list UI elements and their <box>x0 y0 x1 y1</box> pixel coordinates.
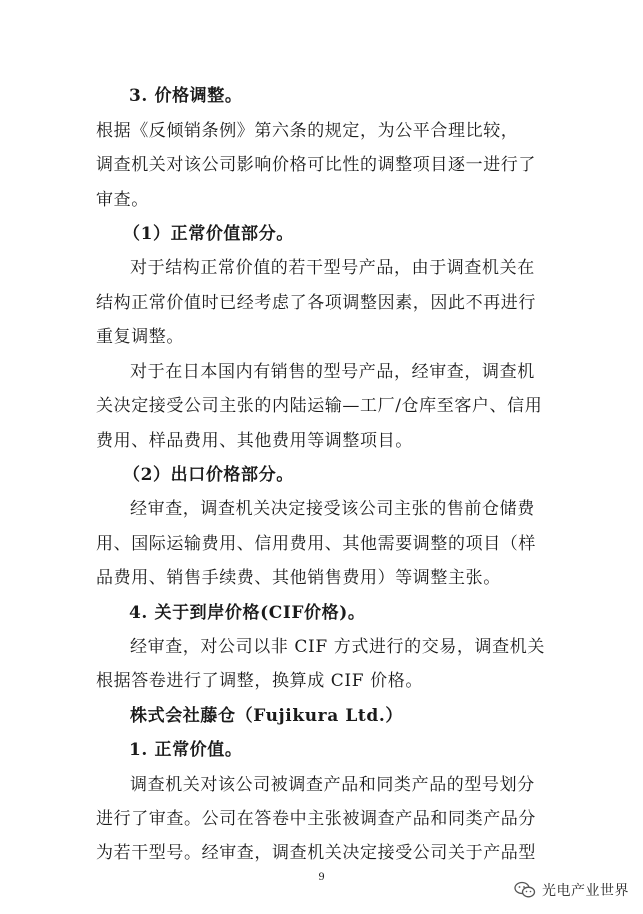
watermark-text: 光电产业世界 <box>542 883 629 899</box>
section-heading: 株式会社藤仓（Fujikura Ltd.） <box>130 706 403 726</box>
paragraph-line: 根据《反倾销条例》第六条的规定，为公平合理比较， <box>96 121 519 141</box>
section-heading: （1）正常价值部分。 <box>123 224 294 244</box>
paragraph-line: 费用、样品费用、其他费用等调整项目。 <box>96 431 413 451</box>
paragraph-line: 重复调整。 <box>96 327 184 347</box>
section-heading: 3. 价格调整。 <box>129 86 243 106</box>
paragraph-line: 调查机关对该公司被调查产品和同类产品的型号划分 <box>130 775 535 795</box>
paragraph-line: 关决定接受公司主张的内陆运输—工厂/仓库至客户、信用 <box>96 396 543 416</box>
watermark <box>514 880 629 900</box>
paragraph-line: 经审查，对公司以非 CIF 方式进行的交易，调查机关 <box>130 637 545 657</box>
paragraph-line: 调查机关对该公司影响价格可比性的调整项目逐一进行了 <box>96 155 536 175</box>
paragraph-line: 对于结构正常价值的若干型号产品，由于调查机关在 <box>130 258 535 278</box>
section-heading: （2）出口价格部分。 <box>123 465 294 485</box>
paragraph-line: 结构正常价值时已经考虑了各项调整因素，因此不再进行 <box>96 293 536 313</box>
section-heading: 1. 正常价值。 <box>129 740 243 760</box>
paragraph-line: 对于在日本国内有销售的型号产品，经审查，调查机 <box>130 362 535 382</box>
page-number: 9 <box>318 872 325 883</box>
paragraph-line: 为若干型号。经审查，调查机关决定接受公司关于产品型 <box>96 843 536 863</box>
paragraph-line: 经审查，调查机关决定接受该公司主张的售前仓储费 <box>130 499 535 519</box>
paragraph-line: 审查。 <box>96 190 149 210</box>
paragraph-line: 进行了审查。公司在答卷中主张被调查产品和同类产品分 <box>96 809 536 829</box>
paragraph-line: 品费用、销售手续费、其他销售费用）等调整主张。 <box>96 568 501 588</box>
section-heading: 4. 关于到岸价格(CIF价格)。 <box>129 603 366 623</box>
paragraph-line: 根据答卷进行了调整，换算成 CIF 价格。 <box>96 671 423 691</box>
wechat-icon <box>514 881 536 899</box>
paragraph-line: 用、国际运输费用、信用费用、其他需要调整的项目（样 <box>96 534 536 554</box>
